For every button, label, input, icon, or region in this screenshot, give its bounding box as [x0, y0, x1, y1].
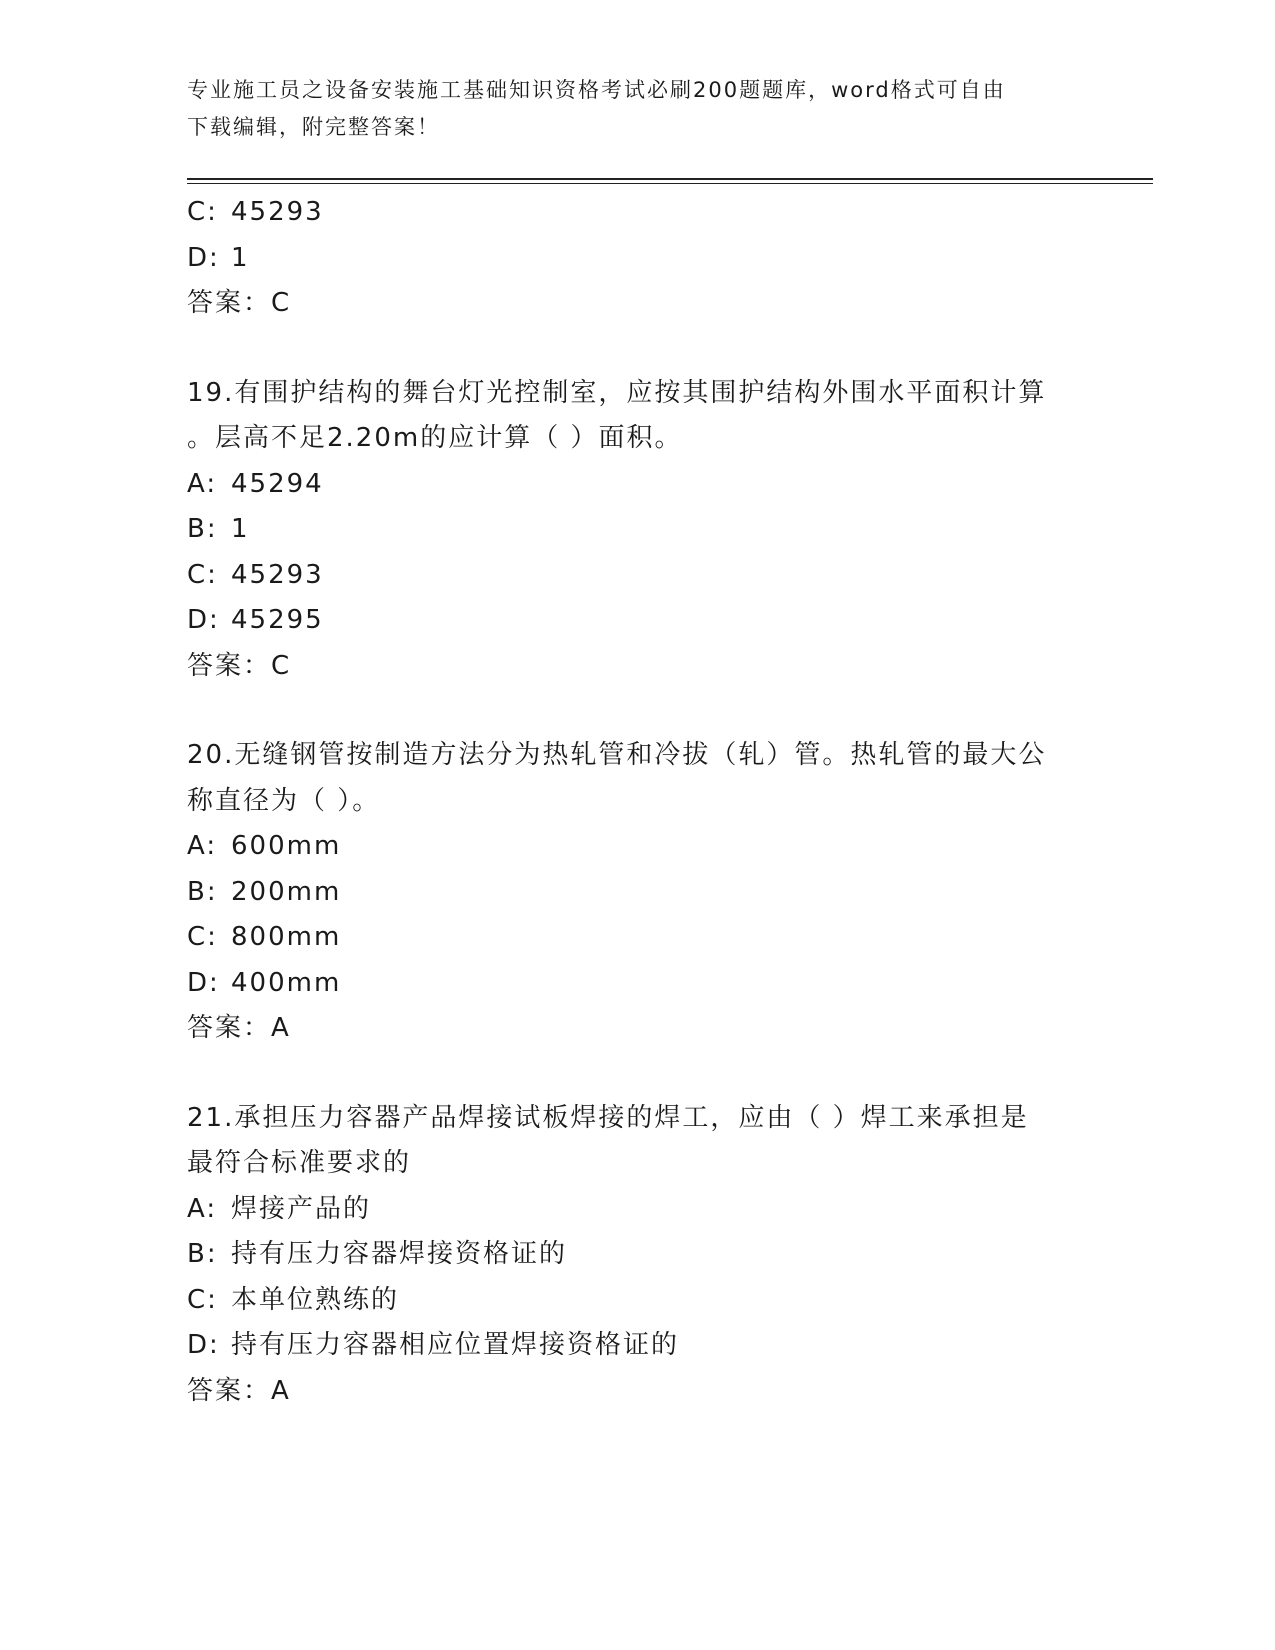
option-text: 焊接产品的 [231, 1193, 372, 1224]
option-text: 持有压力容器相应位置焊接资格证的 [231, 1330, 680, 1360]
question-stem-line-2: 。层高不足2.20m的应计算（ ）面积。 [187, 423, 683, 453]
option-key: C: [187, 1284, 218, 1315]
option-c [187, 1278, 1087, 1324]
option-text: 45293 [231, 197, 324, 227]
option-key: A: [187, 468, 218, 499]
option-text: 持有压力容器焊接资格证的 [231, 1239, 568, 1269]
question-stem-line-2: 称直径为（ ）。 [187, 785, 381, 816]
option-key: D: [187, 242, 220, 273]
option-text: 1 [231, 242, 250, 273]
option-text: 45295 [231, 605, 324, 635]
question-stem-line-2: 最符合标准要求的 [187, 1148, 412, 1178]
question-stem-line-1: 21.承担压力容器产品焊接试板焊接的焊工，应由（ ）焊工来承担是 [187, 1102, 1029, 1133]
option-text: 本单位熟练的 [231, 1284, 400, 1315]
answer-line: 答案：A [187, 1013, 291, 1043]
option-text: 400mm [231, 967, 342, 998]
option-c [187, 553, 1087, 599]
option-text: 800mm [231, 922, 342, 952]
page-header [187, 72, 1067, 146]
question-19 [187, 371, 1087, 690]
option-key: D: [187, 1330, 220, 1360]
option-b [187, 870, 1087, 916]
option-text: 1 [231, 514, 250, 544]
option-d [187, 961, 1087, 1007]
answer-line: 答案：C [187, 288, 292, 318]
option-b [187, 1232, 1087, 1278]
option-text: 45293 [231, 559, 324, 590]
option-key: B: [187, 514, 218, 544]
header-rule-thin [187, 183, 1153, 184]
spacer [187, 327, 1087, 371]
answer-line: 答案：A [187, 1375, 291, 1406]
option-d [187, 598, 1087, 644]
option-a [187, 824, 1087, 870]
option-key: D: [187, 605, 220, 635]
option-text: 600mm [231, 831, 342, 861]
option-key: C: [187, 197, 218, 227]
option-a [187, 462, 1087, 508]
question-stem-line-1: 20.无缝钢管按制造方法分为热轧管和冷拔（轧）管。热轧管的最大公 [187, 740, 1047, 770]
option-text: 45294 [231, 468, 324, 499]
question-20 [187, 733, 1087, 1052]
question-21 [187, 1096, 1087, 1415]
option-text: 200mm [231, 876, 342, 907]
option-key: B: [187, 1239, 218, 1269]
option-key: C: [187, 559, 218, 590]
answer-line: 答案：C [187, 650, 292, 681]
option-d [187, 236, 1087, 282]
question-list [187, 190, 1087, 1414]
header-title-line-2: 下载编辑，附完整答案！ [187, 115, 440, 139]
option-c [187, 915, 1087, 961]
option-d [187, 1323, 1087, 1369]
spacer [187, 1052, 1087, 1096]
header-rule-thick [187, 178, 1153, 180]
option-key: B: [187, 876, 218, 907]
option-key: C: [187, 922, 218, 952]
option-c [187, 190, 1087, 236]
question-stem-line-1: 19.有围护结构的舞台灯光控制室，应按其围护结构外围水平面积计算 [187, 377, 1047, 408]
option-key: A: [187, 1193, 218, 1224]
option-key: D: [187, 967, 220, 998]
spacer [187, 689, 1087, 733]
partial-question [187, 190, 1087, 327]
option-a [187, 1187, 1087, 1233]
option-b [187, 507, 1087, 553]
header-title-line-1: 专业施工员之设备安装施工基础知识资格考试必刷200题题库，word格式可自由 [187, 78, 1006, 102]
option-key: A: [187, 831, 218, 861]
